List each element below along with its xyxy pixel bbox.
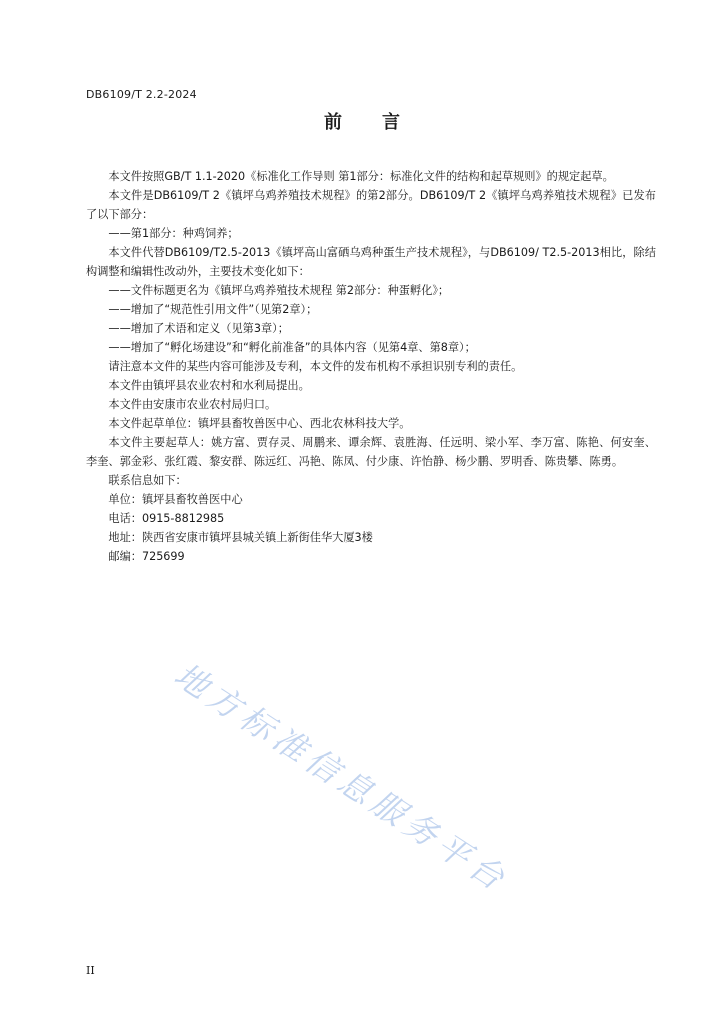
change-item: ——增加了“孵化场建设”和“孵化前准备”的具体内容（见第4章、第8章）； xyxy=(108,341,476,354)
contact-postcode: 邮编：725699 xyxy=(108,550,185,563)
paragraph-drafters: 本文件主要起草人：姚方富、贾存灵、周鹏来、谭余辉、袁胜海、任远明、梁小军、李万富、陈艳、何安奎、李奎、郭金彩、张红霞、黎安群、陈远红、冯艳、陈凤、付少康、许怡静、杨少鹏、罗明香、陈贵攀、陈勇。 xyxy=(86,436,656,468)
paragraph-standard-basis: 本文件按照GB/T 1.1-2020《标准化工作导则 第1部分：标准化文件的结构和起草规则》的规定起草。 xyxy=(108,170,614,183)
contact-intro: 联系信息如下： xyxy=(108,474,187,487)
contact-unit: 单位：镇坪县畜牧兽医中心 xyxy=(108,493,243,506)
foreword-body xyxy=(86,167,656,566)
contact-info xyxy=(86,471,656,566)
change-item: ——增加了“规范性引用文件”（见第2章）； xyxy=(108,303,318,316)
page-title xyxy=(0,108,724,134)
contact-phone: 电话：0915-8812985 xyxy=(108,512,225,525)
title-char-2: 言 xyxy=(382,112,400,133)
title-char-1: 前 xyxy=(324,112,342,133)
change-item: ——文件标题更名为《镇坪乌鸡养殖技术规程 第2部分：种蛋孵化》； xyxy=(108,284,450,297)
paragraph-document-part: 本文件是DB6109/T 2《镇坪乌鸡养殖技术规程》的第2部分。DB6109/T 2《镇坪乌鸡养殖技术规程》已发布了以下部分： xyxy=(86,189,656,221)
paragraph-proposer: 本文件由镇坪县农业农村和水利局提出。 xyxy=(108,379,310,392)
watermark: 地方标准信息服务平台 xyxy=(167,655,516,901)
paragraph-replacement: 本文件代替DB6109/T2.5-2013《镇坪高山富硒乌鸡种蛋生产技术规程》，与DB6109/ T2.5-2013相比，除结构调整和编辑性改动外，主要技术变化如下： xyxy=(86,246,656,278)
change-item: ——增加了术语和定义（见第3章）； xyxy=(108,322,289,335)
paragraph-drafting-units: 本文件起草单位：镇坪县畜牧兽医中心、西北农林科技大学。 xyxy=(108,417,411,430)
paragraph-patent-notice: 请注意本文件的某些内容可能涉及专利，本文件的发布机构不承担识别专利的责任。 xyxy=(108,360,523,373)
document-code: DB6109/T 2.2-2024 xyxy=(86,88,197,101)
contact-address: 地址：陕西省安康市镇坪县城关镇上新街佳华大厦3楼 xyxy=(108,531,373,544)
paragraph-administrator: 本文件由安康市农业农村局归口。 xyxy=(108,398,277,411)
published-part-item: ——第1部分：种鸡饲养； xyxy=(108,227,239,240)
page-number: II xyxy=(86,964,95,977)
